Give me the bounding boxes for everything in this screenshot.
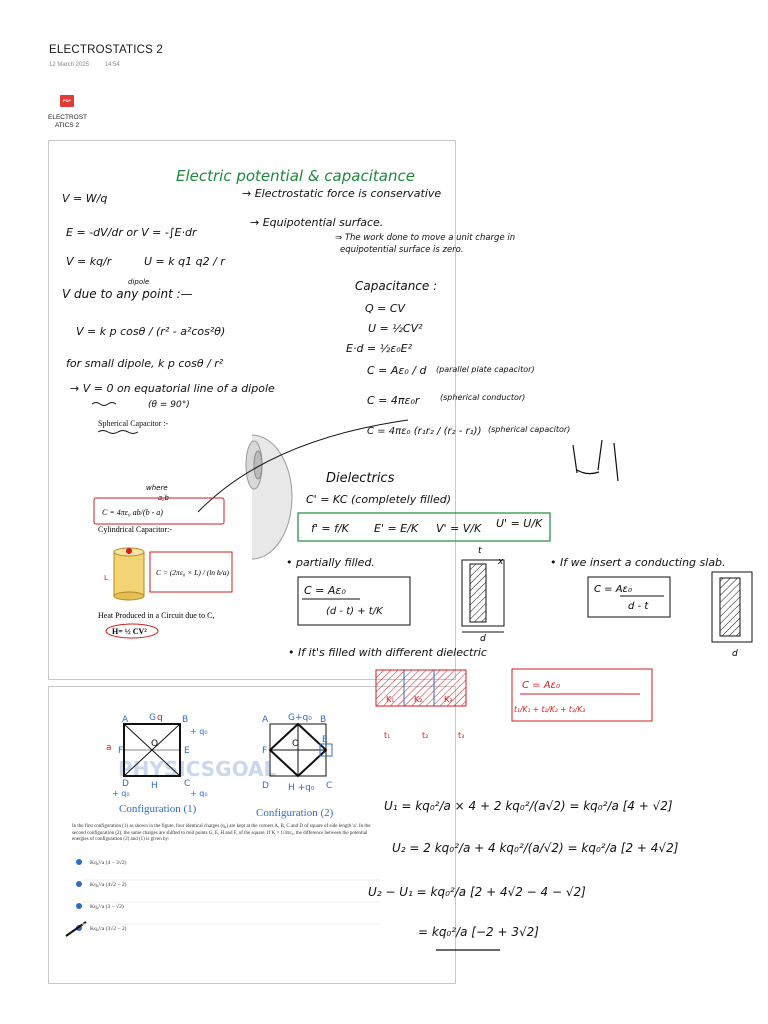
options-list	[66, 859, 380, 936]
label-t3: t₃	[458, 731, 465, 740]
c1-q-top: q	[157, 713, 163, 723]
dipole-label: dipole	[128, 278, 150, 286]
c1-label-e: E	[184, 746, 190, 756]
c1-label-g: G	[149, 713, 156, 723]
capacitance-heading: Capacitance :	[355, 279, 438, 293]
page-title: ELECTROSTATICS 2	[49, 44, 163, 56]
c1-label-c: C	[184, 779, 191, 789]
label-x: x	[498, 557, 504, 567]
c2-label-o: O	[292, 739, 300, 749]
c1-charge-b: + q₀	[190, 727, 208, 736]
e-prime: E' = E/K	[374, 522, 419, 535]
partial-formula-den: (d - t) + t/K	[326, 606, 383, 617]
spherical-capacitor-title: Spherical Capacitor :-	[98, 419, 169, 428]
page2-content	[0, 686, 768, 986]
option-3-text[interactable]: Kq₀²/a (3 − √2)	[90, 904, 124, 910]
label-t: t	[478, 546, 482, 556]
c1-label-b: B	[182, 715, 189, 725]
date-text: 12 March 2025	[49, 62, 90, 68]
c2-label-c: C	[326, 781, 333, 791]
small-dipole: for small dipole, k p cosθ / r²	[66, 357, 224, 370]
c2-label-a: A	[262, 715, 269, 725]
ab-note: a,b	[158, 494, 169, 502]
config2-label: Configuration (2)	[256, 807, 334, 819]
c1-charge-c: + q₀	[190, 789, 208, 798]
label-d: d	[480, 634, 486, 644]
conducting-slab-note: • If we insert a conducting slab.	[550, 556, 726, 569]
c2-label-f: F	[262, 746, 268, 756]
c1-label-h: H	[151, 781, 158, 791]
v-def: V = W/q	[62, 192, 108, 205]
label-d-2: d	[732, 649, 738, 659]
u-cv: U = ½CV²	[368, 322, 423, 335]
cylinder-length-label: L	[104, 574, 108, 582]
time-text: 14:54	[104, 62, 120, 68]
c2-label-d: D	[262, 781, 269, 791]
c2-label-e: E	[322, 735, 328, 745]
heading: Electric potential & capacitance	[176, 167, 415, 185]
u-prime: U' = U/K	[496, 517, 543, 530]
squiggle-1	[92, 403, 116, 406]
config1-label: Configuration (1)	[119, 803, 197, 815]
where-note: where	[146, 484, 168, 492]
work-note-2: equipotential surface is zero.	[340, 245, 464, 255]
work-note-1: ⇒ The work done to move a unit charge in	[335, 233, 516, 243]
equatorial-angle: (θ = 90°)	[148, 400, 190, 410]
spherical-cond-note: (spherical conductor)	[440, 393, 526, 402]
arrow-sketch	[573, 440, 618, 481]
c1-label-o: O	[151, 739, 159, 749]
multi-formula-den: t₁/K₁ + t₂/K₂ + t₃/K₃	[514, 705, 586, 714]
c1-label-a: A	[122, 715, 129, 725]
pdf-label-line1: ELECTROST	[48, 114, 88, 121]
watermark: PHYSICSGOAL	[118, 757, 277, 781]
u-def: U = k q1 q2 / r	[144, 255, 225, 268]
solution-u1: U₁ = kq₀²/a × 4 + 2 kq₀²/(a√2) = kq₀²/a [4 + √2]	[384, 799, 673, 813]
dielectrics-heading: Dielectrics	[326, 471, 395, 486]
q-cv: Q = CV	[365, 302, 406, 315]
heat-title: Heat Produced in a Circuit due to C,	[98, 611, 215, 620]
option-4-text[interactable]: Kq₀²/a (3√2 − 2)	[90, 926, 127, 932]
solution-result: = kq₀²/a [−2 + 3√2]	[418, 925, 539, 939]
c2-label-b: B	[320, 715, 327, 725]
equatorial-line: → V = 0 on equatorial line of a dipole	[70, 382, 275, 395]
parallel-formula: C = Aε₀ / d	[367, 364, 427, 377]
parallel-note: (parallel plate capacitor)	[436, 365, 535, 374]
conservative-note: → Electrostatic force is conservative	[242, 187, 442, 200]
option-3-radio[interactable]	[76, 903, 82, 909]
conducting-formula-num: C = Aε₀	[594, 584, 632, 595]
c1-label-d: D	[122, 779, 129, 789]
partially-filled: • partially filled.	[286, 556, 375, 569]
label-t2: t₂	[422, 731, 429, 740]
v-kq: V = kq/r	[66, 255, 112, 268]
c1-label-f: F	[118, 746, 124, 756]
option-1-text[interactable]: Kq₀²/a (4 − 3√2)	[90, 860, 127, 866]
c1-charge-d: + q₀	[112, 789, 130, 798]
label-k3: K₃	[444, 695, 453, 704]
spherical-cap-formula: C = 4πε₀ (r₁r₂ / (r₂ - r₁))	[367, 426, 482, 437]
pdf-badge: PDF	[63, 98, 71, 103]
partial-slab	[470, 564, 486, 622]
c2-label-h: H +q₀	[288, 783, 315, 793]
c2-label-g: G+q₀	[288, 713, 312, 723]
cylinder-diagram	[114, 548, 144, 600]
conducting-slab	[720, 578, 740, 636]
dipole-formula: V = k p cosθ / (r² - a²cos²θ)	[76, 325, 226, 338]
spherical-cond-formula: C = 4πε₀r	[367, 394, 420, 407]
equipotential-note: → Equipotential surface.	[250, 216, 384, 229]
cylindrical-formula: C = (2πε₀ × L) / (ln b/a)	[156, 568, 229, 577]
c1-side-a: a	[106, 743, 112, 753]
option-1-radio[interactable]	[76, 859, 82, 865]
solution-diff: U₂ − U₁ = kq₀²/a [2 + 4√2 − 4 − √2]	[368, 885, 586, 899]
option-2-radio[interactable]	[76, 881, 82, 887]
config2-diagram	[270, 724, 332, 776]
option-2-text[interactable]: Kq₀²/a (4√2 − 2)	[90, 882, 127, 888]
heat-formula: H= ½ CV²	[112, 627, 147, 636]
v-prime: V' = V/K	[436, 522, 482, 535]
e-d: E·d = ½ε₀E²	[346, 342, 413, 355]
cylindrical-title: Cylindrical Capacitor:-	[98, 525, 172, 534]
pdf-label-line2: ATICS 2	[54, 122, 80, 129]
e-def: E = -dV/dr or V = -∫E·dr	[66, 226, 197, 239]
f-prime: f' = f/K	[311, 522, 349, 535]
partial-formula-num: C = Aε₀	[304, 584, 346, 597]
spherical-cap-note: (spherical capacitor)	[488, 425, 571, 434]
conducting-formula-den: d - t	[628, 601, 649, 612]
question-wrap	[72, 824, 380, 854]
label-t1: t₁	[384, 731, 391, 740]
question-text: In the first configuration (1) as shown in the figure, four identical charges (q₀) are kept at the corners A, B, C and D of square of side length 'a'. In the second configuration (2), the same charges are shifted to mid points G, E, H and F, of the square. If K = 1/4πε₀, the difference between the potential energies of configuration (2) and (1) is given by:	[72, 824, 371, 842]
multi-formula-num: C = Aε₀	[522, 680, 560, 691]
spherical-formula: C = 4πε₀ ab/(b - a)	[102, 508, 163, 517]
dipole-line: V due to any point :—	[62, 287, 193, 301]
completely-filled: C' = KC (completely filled)	[306, 493, 452, 506]
squiggle-2	[98, 431, 138, 434]
label-k1: K₁	[386, 695, 395, 704]
different-dielectric-note: • If it's filled with different dielectric	[288, 646, 487, 659]
label-k2: K₂	[414, 695, 423, 704]
solution-u2: U₂ = 2 kq₀²/a + 4 kq₀²/(a/√2) = kq₀²/a [2 + 4√2]	[392, 841, 679, 855]
